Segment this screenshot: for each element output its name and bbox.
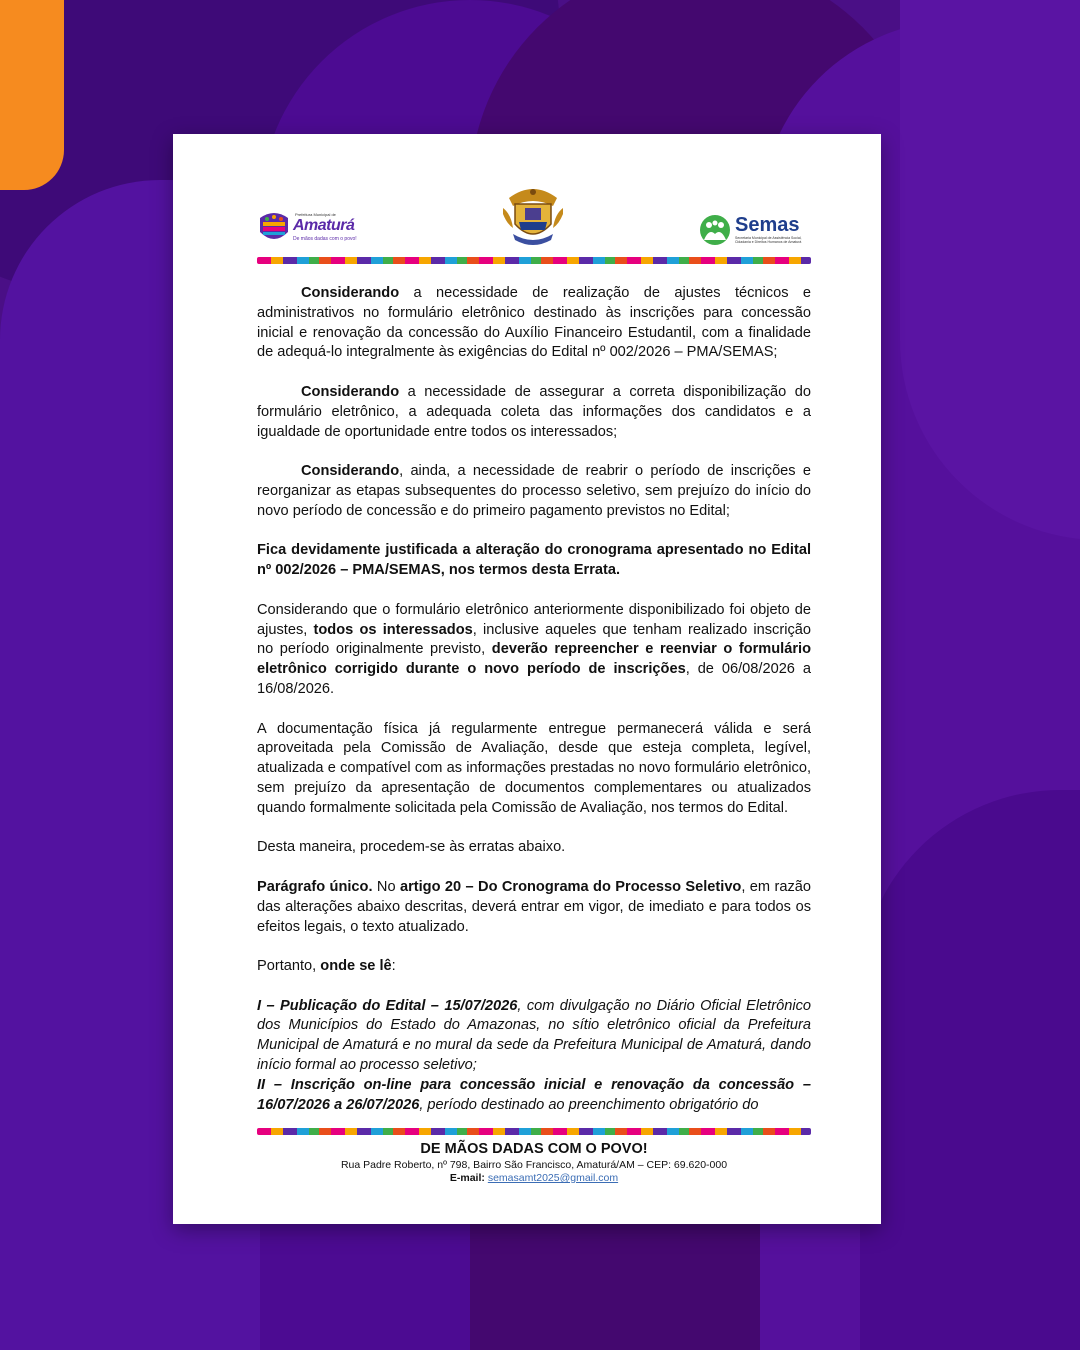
amatura-emblem-icon [257,210,291,244]
amatura-logo-tagline: De mãos dadas com o povo! [293,236,357,242]
paragraph-3 [257,462,811,521]
paragraph-7: Desta maneira, procedem-se às erratas abaixo. [257,839,566,856]
document-page [173,134,881,1224]
paragraph-3-text: , ainda, a necessidade de reabrir o período de inscrições e reorganizar as etapas subsequentes do processo seletivo, sem prejuízo do início do novo período de concessão e do primeiro pagamento previstos no Edital; [257,463,811,519]
amatura-logo [257,210,365,244]
paragraph-8 [257,878,811,937]
paragraph-8-text-b: , em razão das alterações abaixo descritas, deverá entrar em vigor, de imediato e para todos os efeitos legais, o texto atualizado. [257,878,811,935]
letterhead [257,184,811,264]
colored-divider-bottom [257,1128,811,1135]
schedule-item-1-text: , com divulgação no Diário Oficial Eletrônico dos Municípios do Estado do Amazonas, no sítio eletrônico oficial da Prefeitura Municipal de Amaturá e no mural da sede da Prefeitura Municipal de Amaturá, dando início formal ao processo seletivo; [257,997,811,1074]
paragraph-justification [257,541,811,581]
paragraph-5-text-a: Considerando que o formulário eletrônico anteriormente disponibilizado foi objeto de ajustes, [257,601,811,638]
paragraph-5-text-b: , inclusive aqueles que tenham realizado inscrição no período originalmente previsto, [257,621,811,658]
letterhead-footer [257,1140,811,1185]
footer-email-link[interactable]: semasamt2025@gmail.com [487,1172,619,1184]
paragraph-9-text-a: Portanto, [257,958,321,975]
justification-text: Fica devidamente justificada a alteração do cronograma apresentado no Edital nº 002/2026 – PMA/SEMAS, nos termos desta Errata. [257,542,811,579]
paragraph-2-lead: Considerando [301,383,400,400]
paragraph-1-text: a necessidade de realização de ajustes técnicos e administrativos no formulário eletrônico destinado às inscrições para concessão inicial e renovação da concessão do Auxílio Financeiro Estudantil, com a finalidade de adequá-lo integralmente às exigências do Edital nº 002/2026 – PMA/SEMAS; [257,285,811,361]
paragraph-6: A documentação física já regularmente entregue permanecerá válida e será aproveitada pela Comissão de Avaliação, desde que esteja completa, legível, atualizada e compatível com as informações prestadas no novo formulário eletrônico, sem prejuízo da apresentação de documentos complementares ou atualizados quando formalmente solicitada pela Comissão de Avaliação, nos termos do Edital. [257,720,811,816]
semas-people-icon [699,214,731,246]
schedule-item-1-title: I – Publicação do Edital – 15/07/2026 [257,997,518,1014]
errata-body [257,284,811,1115]
orange-corner-accent [0,0,64,190]
paragraph-8-text-a: No [372,878,400,895]
schedule-item-2-title: II – Inscrição on-line para concessão inicial e renovação da concessão – 16/07/2026 a 26/07/2026 [257,1076,811,1113]
amatura-logo-pre: Prefeitura Municipal de [295,212,336,217]
paragraph-8-article: artigo 20 – Do Cronograma do Processo Seletivo [399,878,742,895]
paragraph-5-bold-b: deverão repreencher e reenviar o formulário eletrônico corrigido durante o novo período de inscrições [257,641,811,678]
footer-email [257,1172,811,1185]
footer-address: Rua Padre Roberto, nº 798, Bairro São Francisco, Amaturá/AM – CEP: 69.620-000 [340,1159,728,1171]
paragraph-5-text-c: , de 06/08/2026 a 16/08/2026. [257,661,811,697]
schedule-item-2 [257,1076,811,1116]
schedule-item-1 [257,997,811,1076]
paragraph-1 [257,284,811,363]
semas-logo [699,214,811,246]
paragraph-5-bold-a: todos os interessados [313,621,473,638]
paragraph-3-lead: Considerando [301,463,400,480]
colored-divider-top [257,257,811,264]
paragraph-1-lead: Considerando [301,285,400,301]
footer-slogan: DE MÃOS DADAS COM O POVO! [420,1141,648,1157]
paragraph-9 [257,957,811,977]
paragraph-5 [257,601,811,700]
paragraph-2-text: a necessidade de assegurar a correta disponibilização do formulário eletrônico, a adequada coleta das informações dos candidatos e a igualdade de oportunidade entre todos os interessados; [257,383,811,440]
paragraph-8-lead: Parágrafo único. [257,878,373,895]
amatura-logo-brand: Amaturá [293,217,355,234]
semas-logo-brand: Semas [735,214,800,236]
paragraph-9-text-b: : [391,958,396,975]
footer-email-label: E-mail: [449,1172,485,1184]
schedule-item-2-text: , período destinado ao preenchimento obrigatório do [419,1096,759,1113]
municipal-coat-of-arms-icon [501,184,565,250]
semas-logo-subtitle: Secretaria Municipal de Assistência Social, Cidadania e Direitos Humanos de Amaturá [735,236,802,244]
paragraph-2 [257,383,811,442]
paragraph-9-bold: onde se lê [320,958,392,975]
